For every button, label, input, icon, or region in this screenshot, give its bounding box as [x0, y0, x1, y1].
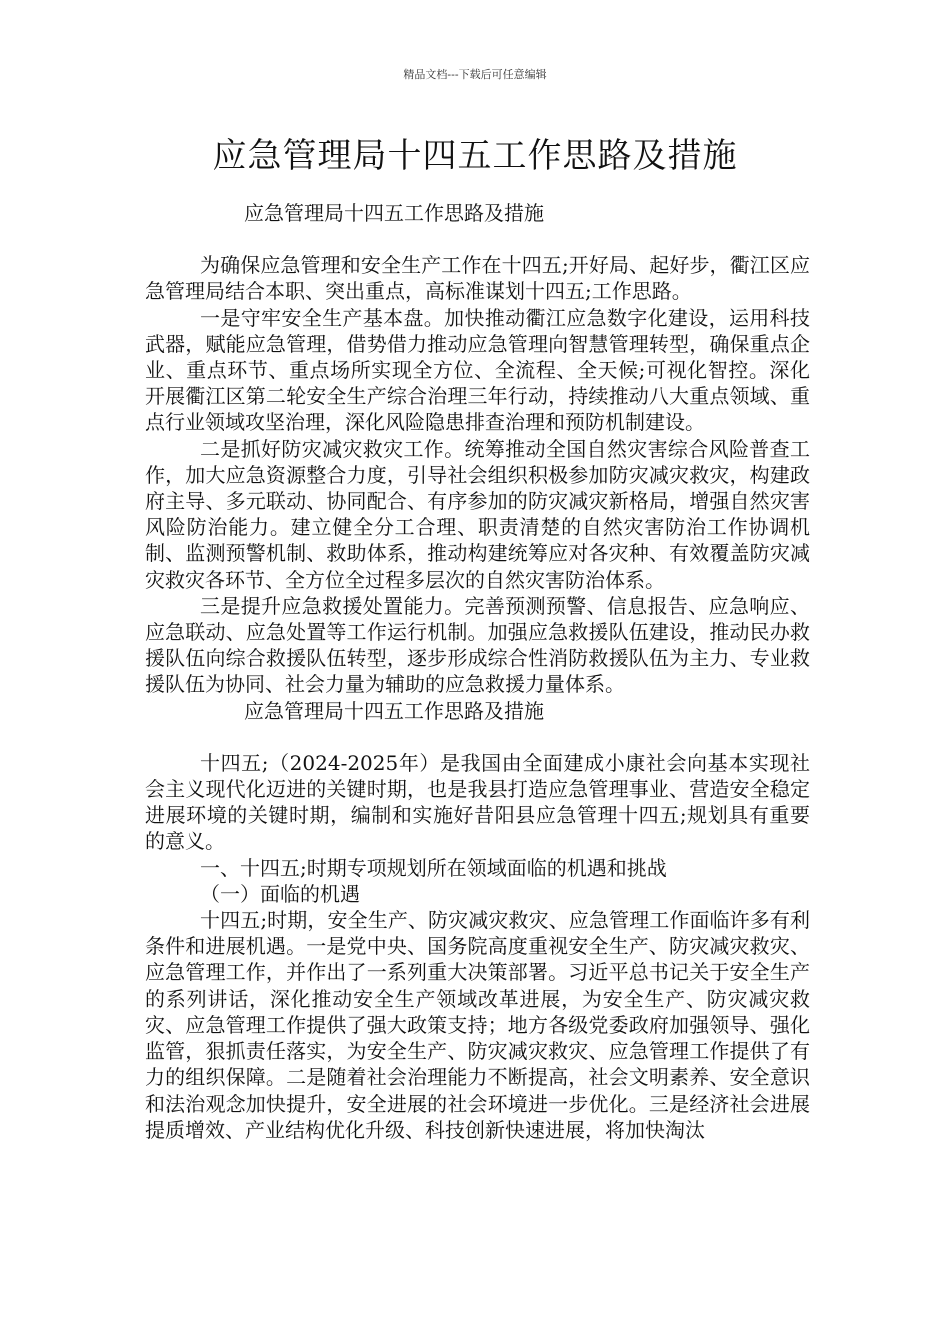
header-note: 精品文档---下载后可任意编辑: [403, 68, 547, 81]
paragraph-opportunities: 十四五;时期，安全生产、防灾减灾救灾、应急管理工作面临许多有利条件和进展机遇。一是党中央、国务院高度重视安全生产、防灾减灾救灾、应急管理工作，并作出了一系列重大决策部署。习近平总书记关于安全生产的系列讲话，深化推动安全生产领域改革进展，为安全生产、防灾减灾救灾、应急管理工作提供了强大政策支持；地方各级党委政府加强领导、强化监管，狠抓责任落实，为安全生产、防灾减灾救灾、应急管理工作提供了有力的组织保障。二是随着社会治理能力不断提高，社会文明素养、安全意识和法治观念加快提升，安全进展的社会环境进一步优化。三是经济社会进展提质增效、产业结构优化升级、科技创新快速进展，将加快淘汰: [145, 908, 810, 1142]
subtitle: 应急管理局十四五工作思路及措施: [244, 201, 544, 225]
paragraph-point-one: 一是守牢安全生产基本盘。加快推动衢江应急数字化建设，运用科技武器，赋能应急管理，借势借力推动应急管理向智慧管理转型，确保重点企业、重点环节、重点场所实现全方位、全流程、全天候;可视化智控。深化开展衢江区第二轮安全生产综合治理三年行动，持续推动八大重点领域、重点行业领域攻坚治理，深化风险隐患排查治理和预防机制建设。: [145, 305, 810, 435]
paragraph-intro: 为确保应急管理和安全生产工作在十四五;开好局、起好步，衢江区应急管理局结合本职、突出重点，高标准谋划十四五;工作思路。: [145, 253, 810, 304]
subtitle-repeat: 应急管理局十四五工作思路及措施: [244, 698, 544, 723]
heading-opportunities-challenges: 一、十四五;时期专项规划所在领域面临的机遇和挑战: [200, 855, 667, 880]
heading-opportunities: （一）面临的机遇: [200, 881, 360, 906]
paragraph-14th-plan-intro: 十四五;（2024-2025年）是我国由全面建成小康社会向基本实现社会主义现代化迈进的关键时期，也是我县打造应急管理事业、营造安全稳定进展环境的关键时期，编制和实施好昔阳县应急管理十四五;规划具有重要的意义。: [145, 750, 810, 854]
paragraph-point-three: 三是提升应急救援处置能力。完善预测预警、信息报告、应急响应、应急联动、应急处置等工作运行机制。加强应急救援队伍建设，推动民办救援队伍向综合救援队伍转型，逐步形成综合性消防救援队伍为主力、专业救援队伍为协同、社会力量为辅助的应急救援力量体系。: [145, 593, 810, 697]
document-body: [145, 200, 810, 1143]
document-title: 应急管理局十四五工作思路及措施: [212, 136, 738, 176]
paragraph-point-two: 二是抓好防灾减灾救灾工作。统筹推动全国自然灾害综合风险普查工作，加大应急资源整合力度，引导社会组织积极参加防灾减灾救灾，构建政府主导、多元联动、协同配合、有序参加的防灾减灾新格局，增强自然灾害风险防治能力。建立健全分工合理、职责清楚的自然灾害防治工作协调机制、监测预警机制、救助体系，推动构建统筹应对各灾种、有效覆盖防灾减灾救灾各环节、全方位全过程多层次的自然灾害防治体系。: [145, 436, 810, 592]
